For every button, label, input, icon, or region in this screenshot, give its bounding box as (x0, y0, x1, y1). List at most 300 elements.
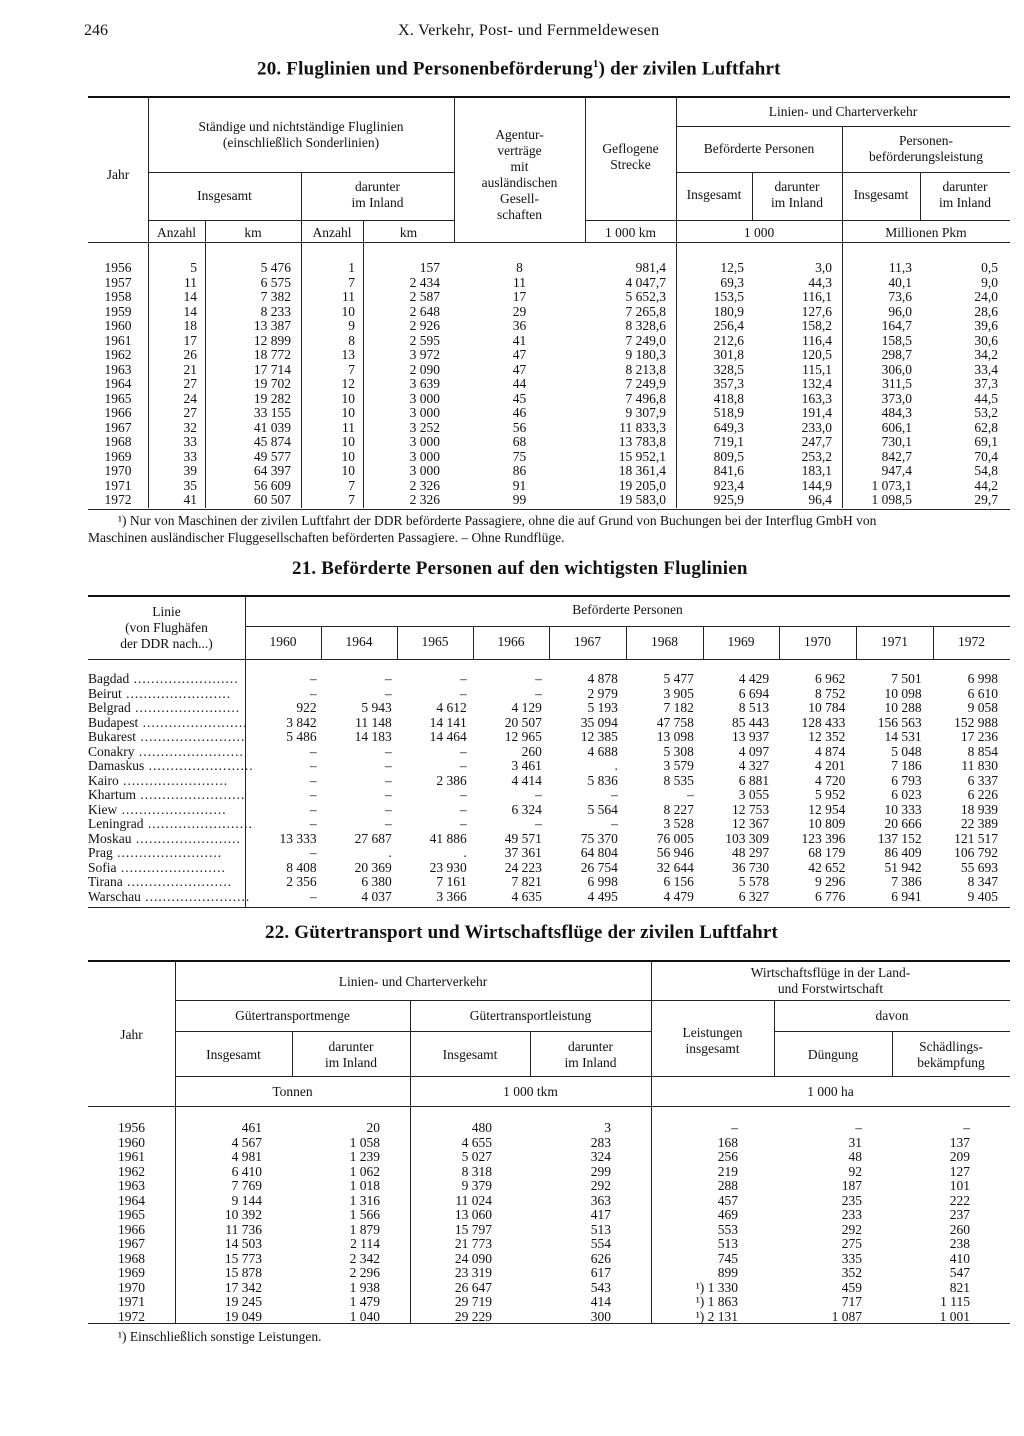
table-cell: 6 380 (361, 874, 392, 889)
t20-top-rule (88, 96, 1010, 98)
table-cell: 10 (341, 448, 355, 464)
table-cell: 457 (717, 1192, 738, 1208)
table-cell: 1 018 (349, 1178, 380, 1193)
row-label: Prag ........................ (88, 846, 223, 860)
table-cell: 7 (348, 477, 355, 493)
table-cell: – (309, 758, 317, 773)
table-cell: 12 385 (580, 729, 618, 744)
table-cell: 33 (183, 434, 197, 449)
row-year: 1968 (118, 1250, 145, 1266)
year-header: 1967 (574, 634, 601, 649)
table-cell: 3 000 (409, 448, 440, 464)
table-cell: 29 229 (454, 1308, 492, 1324)
table-row (88, 406, 1010, 421)
table-cell: 1 316 (349, 1192, 380, 1208)
table-cell: 64 804 (580, 845, 618, 860)
table-cell: 46 (512, 405, 527, 420)
table-row (88, 1266, 1010, 1281)
table-cell: 212,6 (713, 332, 744, 348)
table-row (88, 861, 1010, 876)
table-cell: 183,1 (801, 463, 832, 478)
table-cell: 4 327 (738, 758, 770, 773)
table-cell: 1 040 (349, 1308, 380, 1324)
table-row (88, 363, 1010, 378)
table-cell: 76 005 (656, 830, 694, 846)
table-row (88, 832, 1010, 847)
table-cell: 32 (183, 419, 197, 435)
t22-footnote: ¹) Einschließlich sonstige Leistungen. (118, 1329, 322, 1344)
table-cell: 4 567 (231, 1134, 262, 1150)
table-cell: 75 370 (580, 830, 618, 846)
table-cell: 1 073,1 (871, 477, 912, 493)
table-cell: 2 326 (409, 477, 440, 493)
table-cell: 410 (949, 1250, 970, 1266)
table-cell: 10 098 (884, 685, 922, 701)
table-row (88, 1150, 1010, 1165)
table-cell: – (384, 685, 392, 701)
table-cell: 153,5 (713, 289, 744, 304)
year-header: 1965 (421, 634, 449, 649)
table-cell: 24,0 (974, 289, 998, 304)
table-cell: – (309, 787, 317, 802)
table-cell: 292 (841, 1221, 862, 1237)
table-cell: 2 434 (409, 274, 440, 290)
table-cell: 237 (949, 1207, 970, 1222)
table-cell: 4 201 (815, 758, 846, 773)
table-cell: 55 693 (960, 859, 998, 875)
table-cell: 233 (841, 1207, 862, 1222)
table-cell: 121 517 (954, 830, 998, 846)
row-label: Moskau ........................ (88, 831, 241, 846)
table-cell: 7 249,9 (625, 376, 666, 391)
table-cell: 36 730 (732, 859, 770, 875)
table-cell: 324 (590, 1149, 611, 1164)
table-cell: 947,4 (881, 463, 912, 478)
table-cell: 92 (848, 1163, 862, 1179)
table-cell: – (309, 772, 317, 788)
table-cell: 5 193 (587, 700, 618, 715)
table-cell: – (535, 816, 542, 831)
destination: Bukarest (88, 730, 136, 744)
table-cell: 3 461 (511, 758, 542, 773)
table-cell: 6 941 (891, 888, 922, 904)
table-cell: 13 098 (656, 729, 694, 744)
table-cell: 6 337 (967, 772, 998, 788)
table-cell: 45 874 (253, 434, 291, 449)
table-row (88, 745, 1010, 760)
table-cell: 40,1 (888, 274, 912, 290)
destination: Conakry (88, 744, 135, 759)
table-cell: 44 (512, 376, 527, 391)
t20-col-strecke: Geflogene Strecke (602, 141, 659, 172)
table-cell: – (384, 787, 392, 802)
table-cell: 1 479 (349, 1294, 380, 1309)
table-cell: 10 (341, 303, 355, 319)
table-cell: 11 (513, 274, 526, 290)
table-cell: 6 881 (738, 772, 770, 788)
table-cell: 719,1 (713, 434, 744, 449)
table-cell: 45 (512, 390, 527, 406)
table-cell: 6 410 (231, 1163, 262, 1179)
table-cell: 8 213,8 (625, 361, 666, 377)
table-row (88, 319, 1010, 334)
table-cell: 7 182 (663, 700, 694, 715)
table-cell: 2 296 (349, 1265, 380, 1280)
table-cell: 19 245 (224, 1294, 262, 1309)
table-cell: 3 366 (436, 888, 467, 904)
table-cell: 418,8 (713, 390, 744, 406)
table-cell: 32 644 (656, 859, 694, 875)
table-cell: 8 535 (663, 772, 694, 788)
table-row (88, 1136, 1010, 1151)
table-cell: 11 (342, 419, 355, 435)
table-cell: 11 (342, 289, 355, 304)
table-cell: 8 (348, 332, 355, 348)
table-cell: 253,2 (801, 448, 832, 464)
row-label: Bagdad ........................ (88, 672, 239, 686)
destination: Kairo (88, 773, 119, 788)
table-cell: 311,5 (882, 376, 912, 391)
table-row (88, 377, 1010, 392)
table-cell: 3 (604, 1120, 611, 1135)
table-cell: 2 342 (349, 1250, 380, 1266)
table-cell: 18 361,4 (618, 463, 666, 478)
table-cell: 47 (512, 361, 527, 377)
table-cell: 6 694 (738, 685, 770, 701)
table-cell: – (611, 816, 618, 831)
table-cell: 86 (512, 463, 527, 478)
t20-col-darunter: darunter im Inland (351, 179, 404, 210)
table-cell: 5 308 (663, 743, 694, 759)
row-year: 1962 (118, 1163, 145, 1179)
row-year: 1962 (104, 347, 132, 362)
row-year: 1970 (118, 1279, 145, 1295)
table-cell: 373,0 (881, 390, 912, 406)
table-cell: 20 666 (884, 816, 922, 831)
t21-bottom-rule (88, 907, 1010, 908)
table-cell: 3 000 (409, 390, 440, 406)
table-row (88, 348, 1010, 363)
table-cell: 6 023 (891, 787, 922, 802)
table-cell: . (463, 845, 467, 860)
table-cell: 292 (590, 1178, 611, 1193)
table-cell: 116,1 (802, 289, 832, 304)
t20-col-insgesamt: Insgesamt (197, 188, 252, 203)
table-cell: 115,1 (802, 361, 832, 377)
table-cell: 31 (848, 1134, 862, 1150)
table-cell: 626 (590, 1250, 611, 1266)
table-cell: 12 899 (253, 332, 291, 348)
table-cell: 29 (512, 303, 527, 319)
table-cell: 235 (841, 1192, 862, 1208)
table-21-title: 21. Beförderte Personen auf den wichtigsten Fluglinien (292, 558, 748, 579)
table-cell: 27 (183, 376, 197, 391)
table-cell: 606,1 (881, 419, 912, 435)
table-cell: 137 152 (877, 830, 922, 846)
t20-col-fluglinien: Ständige und nichtständige Fluglinien (einschließlich Sonderlinien) (198, 119, 404, 150)
table-cell: 15 878 (224, 1265, 262, 1280)
table-cell: 2 356 (286, 874, 317, 889)
destination: Budapest (88, 715, 139, 730)
table-cell: – (611, 787, 618, 802)
table-row (88, 421, 1010, 436)
table-cell: 5 564 (587, 801, 618, 817)
table-cell: 459 (841, 1279, 862, 1295)
table-cell: 3 252 (409, 419, 440, 435)
table-row (88, 1252, 1010, 1267)
table-cell: 15 952,1 (618, 448, 666, 464)
table-cell: 13 060 (454, 1207, 492, 1222)
t20-unit-mio: Millionen Pkm (885, 225, 967, 240)
table-row (88, 846, 1010, 861)
table-cell: 4 129 (511, 700, 542, 715)
table-cell: 298,7 (881, 347, 912, 362)
row-year: 1964 (104, 376, 132, 391)
table-cell: ¹) 1 330 (695, 1279, 738, 1295)
row-year: 1967 (118, 1236, 145, 1251)
table-cell: 10 (341, 434, 355, 449)
destination: Moskau (88, 831, 132, 846)
table-cell: 256,4 (713, 318, 744, 333)
table-cell: – (384, 671, 392, 686)
table-cell: 12 954 (808, 801, 846, 817)
t20-footnote: ¹) Nur von Maschinen der zivilen Luftfahrt der DDR beförderte Passagiere, ohne die auf Grund von Buchungen bei der Interflug GmbH von Maschinen ausländischer Fluggesellschaften beförderten Passagiere. – Ohne Rundflüge. (88, 513, 877, 545)
row-year: 1961 (118, 1149, 145, 1164)
table-cell: 158,2 (801, 318, 832, 333)
table-cell: 144,9 (801, 477, 832, 493)
table-cell: 20 (366, 1120, 380, 1135)
t22-col-wirtschaft: Wirtschaftsflüge in der Land- und Forstwirtschaft (750, 965, 911, 996)
table-cell: 1 239 (349, 1149, 380, 1164)
table-cell: 91 (512, 477, 527, 493)
table-cell: 553 (717, 1221, 738, 1237)
table-cell: 41 (512, 332, 527, 348)
table-cell: 15 797 (454, 1221, 492, 1237)
table-cell: 306,0 (881, 361, 912, 377)
table-row (88, 290, 1010, 305)
table-cell: – (460, 671, 467, 686)
table-cell: 275 (841, 1236, 862, 1251)
table-cell: 283 (590, 1134, 611, 1150)
row-year: 1971 (118, 1294, 145, 1309)
table-cell: 363 (590, 1192, 611, 1208)
table-row (88, 701, 1010, 716)
t20-col-agentur: Agentur- verträge mit ausländischen Gesell- schaften (481, 127, 558, 222)
table-cell: 68 (512, 434, 527, 449)
table-cell: 480 (471, 1120, 492, 1135)
table-cell: 33,4 (974, 361, 998, 377)
table-row (88, 450, 1010, 465)
table-cell: 39,6 (974, 318, 998, 333)
table-cell: 2 090 (409, 361, 440, 377)
table-cell: 8 227 (663, 801, 694, 817)
table-cell: 3 579 (663, 758, 694, 773)
table-cell: 6 327 (738, 888, 770, 904)
table-cell: 6 998 (587, 874, 618, 889)
table-cell: 3 972 (409, 347, 440, 362)
table-cell: 5 (190, 260, 197, 275)
table-row (88, 759, 1010, 774)
table-cell: 127 (949, 1163, 970, 1179)
table-cell: 69,3 (720, 274, 744, 290)
table-cell: 152 988 (954, 714, 998, 730)
table-cell: 1 566 (349, 1207, 380, 1222)
table-cell: 7 249,0 (625, 332, 666, 348)
table-cell: 925,9 (713, 492, 744, 507)
table-cell: 10 784 (808, 700, 846, 715)
table-cell: 922 (296, 700, 317, 715)
table-cell: 717 (841, 1294, 862, 1309)
table-cell: – (460, 758, 467, 773)
table-cell: 6 324 (511, 801, 542, 817)
table-cell: 41 (183, 492, 197, 507)
row-label: Kairo ........................ (88, 773, 229, 788)
table-row (88, 687, 1010, 702)
table-cell: 41 039 (253, 419, 291, 435)
table-cell: 617 (590, 1265, 611, 1280)
table-cell: 53,2 (974, 405, 998, 420)
table-cell: 821 (949, 1279, 970, 1295)
table-cell: 5 836 (587, 772, 618, 788)
table-cell: 19 702 (253, 376, 291, 391)
table-cell: 1 (348, 260, 355, 275)
table-cell: 164,7 (881, 318, 912, 333)
table-cell: 5 652,3 (625, 289, 666, 304)
table-cell: 335 (841, 1250, 862, 1266)
table-cell: 3 000 (409, 405, 440, 420)
table-cell: 9 296 (815, 874, 846, 889)
table-cell: 7 496,8 (625, 390, 666, 406)
table-cell: 27 687 (354, 830, 392, 846)
table-cell: 62,8 (974, 419, 998, 435)
table-cell: 49 577 (253, 448, 291, 464)
table-cell: 841,6 (713, 463, 744, 478)
row-year: 1968 (104, 434, 132, 449)
t20-col-jahr: Jahr (106, 167, 130, 182)
destination: Sofia (88, 860, 117, 875)
table-cell: 11 024 (455, 1192, 492, 1208)
table-cell: – (460, 816, 467, 831)
table-cell: ¹) 2 131 (695, 1308, 738, 1324)
table-row (88, 1165, 1010, 1180)
table-cell: 8 513 (738, 700, 770, 715)
destination: Damaskus (88, 759, 145, 773)
table-cell: 14 141 (429, 714, 467, 730)
table-cell: 163,3 (801, 390, 832, 406)
destination: Belgrad (88, 701, 131, 715)
table-cell: ¹) 1 863 (695, 1294, 738, 1309)
table-cell: 11 830 (961, 758, 998, 773)
table-cell: 256 (717, 1149, 738, 1164)
table-cell: 4 097 (738, 743, 770, 759)
table-cell: 6 575 (260, 274, 291, 290)
table-row (88, 817, 1010, 832)
table-row (88, 1223, 1010, 1238)
table-cell: – (535, 685, 542, 701)
table-cell: 300 (590, 1308, 611, 1324)
table-cell: 899 (717, 1265, 738, 1280)
row-year: 1971 (104, 477, 132, 493)
table-cell: 132,4 (801, 376, 832, 391)
table-cell: 56 (512, 419, 527, 435)
table-cell: 8 328,6 (625, 318, 666, 333)
table-cell: 328,5 (713, 361, 744, 377)
destination: Bagdad (88, 672, 130, 686)
table-row (88, 875, 1010, 890)
table-cell: 56 609 (253, 477, 291, 493)
t20-unit-1000: 1 000 (743, 225, 775, 240)
table-row (88, 774, 1010, 789)
t22-col-linien: Linien- und Charterverkehr (338, 974, 488, 989)
table-cell: 9,0 (981, 274, 998, 290)
table-row (88, 392, 1010, 407)
table-row (88, 890, 1010, 905)
table-cell: 11 833,3 (619, 419, 666, 435)
table-cell: 11 736 (225, 1221, 262, 1237)
t22-unit-tonnen: Tonnen (272, 1084, 313, 1099)
table-cell: 47 758 (656, 714, 694, 730)
table-cell: 26 647 (454, 1279, 492, 1295)
table-cell: – (687, 787, 694, 802)
year-header: 1960 (269, 634, 297, 649)
table-cell: 5 048 (891, 743, 922, 759)
t22-top-rule (88, 960, 1010, 962)
table-cell: 11 (184, 274, 197, 290)
table-cell: 7 382 (260, 289, 291, 304)
row-year: 1964 (118, 1192, 145, 1208)
table-cell: 11 148 (355, 714, 392, 730)
table-cell: 7 821 (511, 874, 542, 889)
year-header: 1964 (345, 634, 373, 649)
row-year: 1958 (104, 289, 132, 304)
table-cell: 4 479 (663, 888, 694, 904)
year-header: 1972 (958, 634, 985, 649)
table-row (88, 464, 1010, 479)
table-cell: 23 930 (429, 859, 467, 875)
table-cell: 103 309 (725, 830, 770, 846)
table-cell: – (309, 671, 317, 686)
table-cell: 157 (419, 260, 440, 275)
table-cell: 2 326 (409, 492, 440, 507)
table-cell: 14 (183, 289, 197, 304)
table-cell: – (460, 801, 467, 817)
table-cell: 12 352 (808, 729, 846, 744)
table-cell: 7 501 (891, 671, 922, 686)
table-cell: 127,6 (801, 303, 832, 319)
table-cell: 3 639 (409, 376, 440, 391)
table-row (88, 672, 1010, 687)
table-cell: 745 (717, 1250, 738, 1266)
table-cell: 5 486 (286, 729, 317, 744)
table-cell: 37,3 (974, 376, 998, 391)
table-cell: 4 720 (815, 772, 846, 788)
table-cell: 513 (717, 1236, 738, 1251)
table-cell: 44,3 (808, 274, 832, 290)
table-cell: 56 946 (656, 845, 694, 860)
table-cell: 4 495 (587, 888, 618, 904)
table-row (88, 803, 1010, 818)
table-cell: 2 386 (436, 772, 467, 788)
table-cell: 19 049 (224, 1308, 262, 1324)
table-cell: 9 058 (967, 700, 998, 715)
table-cell: 23 319 (454, 1265, 492, 1280)
table-cell: 85 443 (732, 714, 770, 730)
table-cell: 8 347 (967, 874, 998, 889)
table-cell: 48 (848, 1149, 862, 1164)
row-year: 1960 (104, 318, 132, 333)
table-cell: 414 (590, 1294, 611, 1309)
section-header: X. Verkehr, Post- und Fernmeldewesen (398, 22, 660, 39)
